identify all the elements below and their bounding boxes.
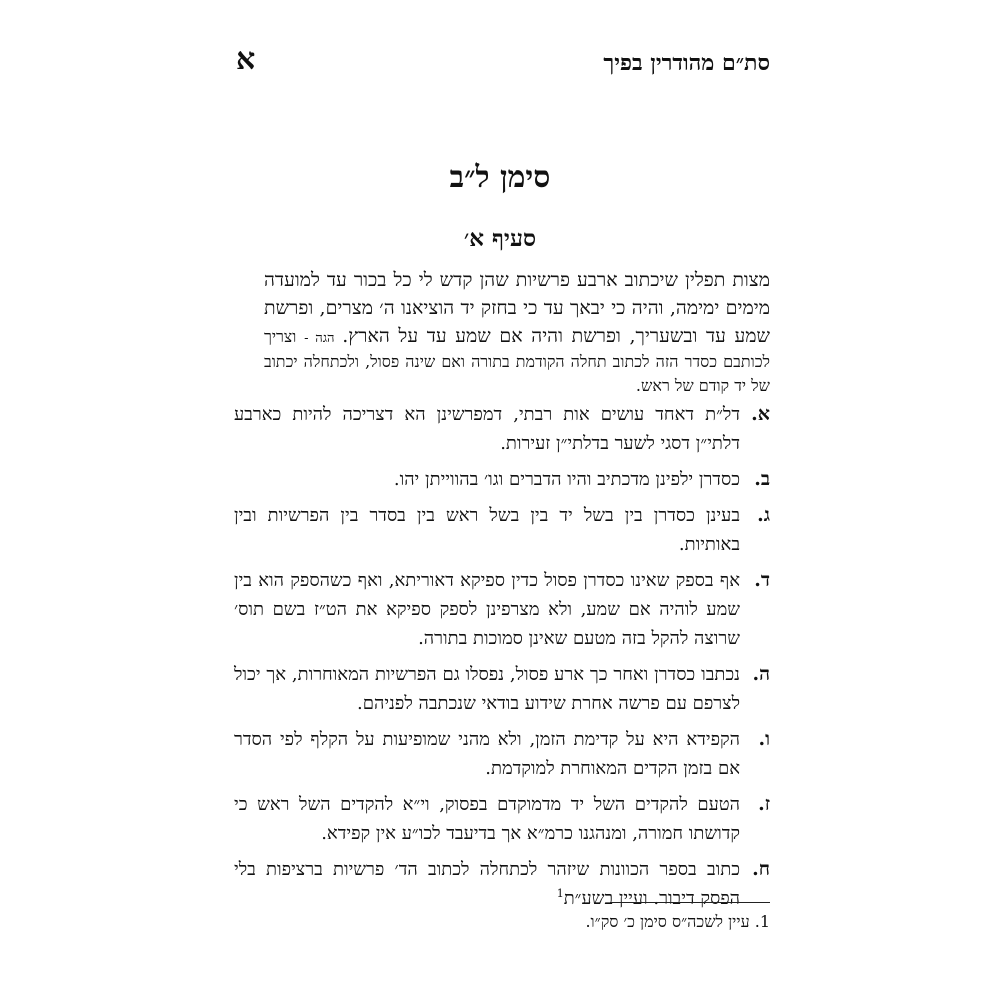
- main-text-block: [264, 266, 770, 398]
- note-item: [234, 465, 770, 494]
- note-text: בעינן כסדרן בין בשל יד בין בשל ראש בין בסדר בין הפרשיות ובין באותיות.: [234, 505, 740, 555]
- note-text: נכתבו כסדרן ואחר כך ארע פסול, נפסלו גם הפרשיות המאוחרות, אך יכול לצרפם עם פרשה אחרת שידוע בודאי שנכתבה לפניהם.: [234, 664, 740, 714]
- footnote-text: עיין לשכה״ס סימן כ׳ סק״ו.: [585, 912, 750, 931]
- note-item: [234, 725, 770, 783]
- commentary-notes: [234, 400, 770, 920]
- footnote-divider: [610, 902, 770, 903]
- running-head: [236, 42, 770, 82]
- siman-title: סימן ל״ב: [449, 160, 551, 195]
- note-item: [234, 855, 770, 913]
- footnote: [585, 912, 770, 932]
- gloss-marker: הגה -: [304, 331, 335, 346]
- footnote-number: 1.: [754, 912, 770, 931]
- note-letter: ה.: [752, 663, 770, 685]
- note-letter: ח.: [752, 858, 770, 880]
- note-text: הטעם להקדים השל יד מדמוקדם בפסוק, וי״א להקדים השל ראש כי קדושתו חמורה, ומנהגנו כרמ״א אך בדיעבד לכו״ע אין קפידא.: [234, 794, 740, 844]
- gloss-text: וצריך לכותבם כסדר הזה לכתוב תחלה הקודמת בתורה ואם שינה פסול, ולכתחלה יכתוב של יד קודם של ראש.: [264, 327, 770, 395]
- note-item: [234, 566, 770, 653]
- note-letter: ג.: [757, 504, 770, 526]
- footnote-reference[interactable]: 1: [556, 887, 564, 900]
- note-letter: א.: [751, 403, 770, 425]
- note-item: [234, 660, 770, 718]
- note-text: הקפידא היא על קדימת הזמן, ולא מהני שמופיעות על הקלף לפי הסדר אם בזמן הקדים המאוחרת למוקדמת.: [234, 729, 740, 779]
- book-title: סת״ם מהודרין בפיך: [603, 50, 770, 76]
- note-letter: ו.: [758, 728, 770, 750]
- main-text-body: מצות תפלין שיכתוב ארבע פרשיות שהן קדש לי כל בכור עד למועדה מימים ימימה, והיה כי יבאך עד כי בחזק יד הוציאנו ה׳ מצרים, ופרשת שמע עד ובשעריך, ופרשת והיה אם שמע עד על הארץ.: [264, 269, 771, 347]
- note-text: כסדרן ילפינן מדכתיב והיו הדברים וגו׳ בהווייתן יהו.: [393, 469, 740, 490]
- note-letter: ב.: [754, 468, 770, 490]
- note-item: [234, 501, 770, 559]
- seif-title: סעיף א׳: [463, 225, 537, 252]
- note-text: כתוב בספר הכוונות שיזהר לכתחלה לכתוב הד׳ פרשיות ברציפות בלי הפסק דיבור. ועיין בשע״ת: [234, 859, 740, 909]
- note-text: דל״ת דאחד עושים אות רבתי, דמפרשינן הא דצריכה להיות כארבע דלתי״ן דסגי לשער בדלתי״ן זעירות.: [234, 404, 740, 454]
- note-letter: ז.: [758, 793, 770, 815]
- note-item: [234, 400, 770, 458]
- note-item: [234, 790, 770, 848]
- page-letter: א: [236, 42, 256, 77]
- note-letter: ד.: [754, 569, 770, 591]
- note-text: אף בספק שאינו כסדרן פסול כדין ספיקא דאוריתא, ואף כשהספק הוא בין שמע לוהיה אם שמע, ולא מצרפינן לספק ספיקא את הט״ז בשם תוס׳ שרוצה להקל בזה מטעם שאינן סמוכות בתורה.: [234, 570, 740, 649]
